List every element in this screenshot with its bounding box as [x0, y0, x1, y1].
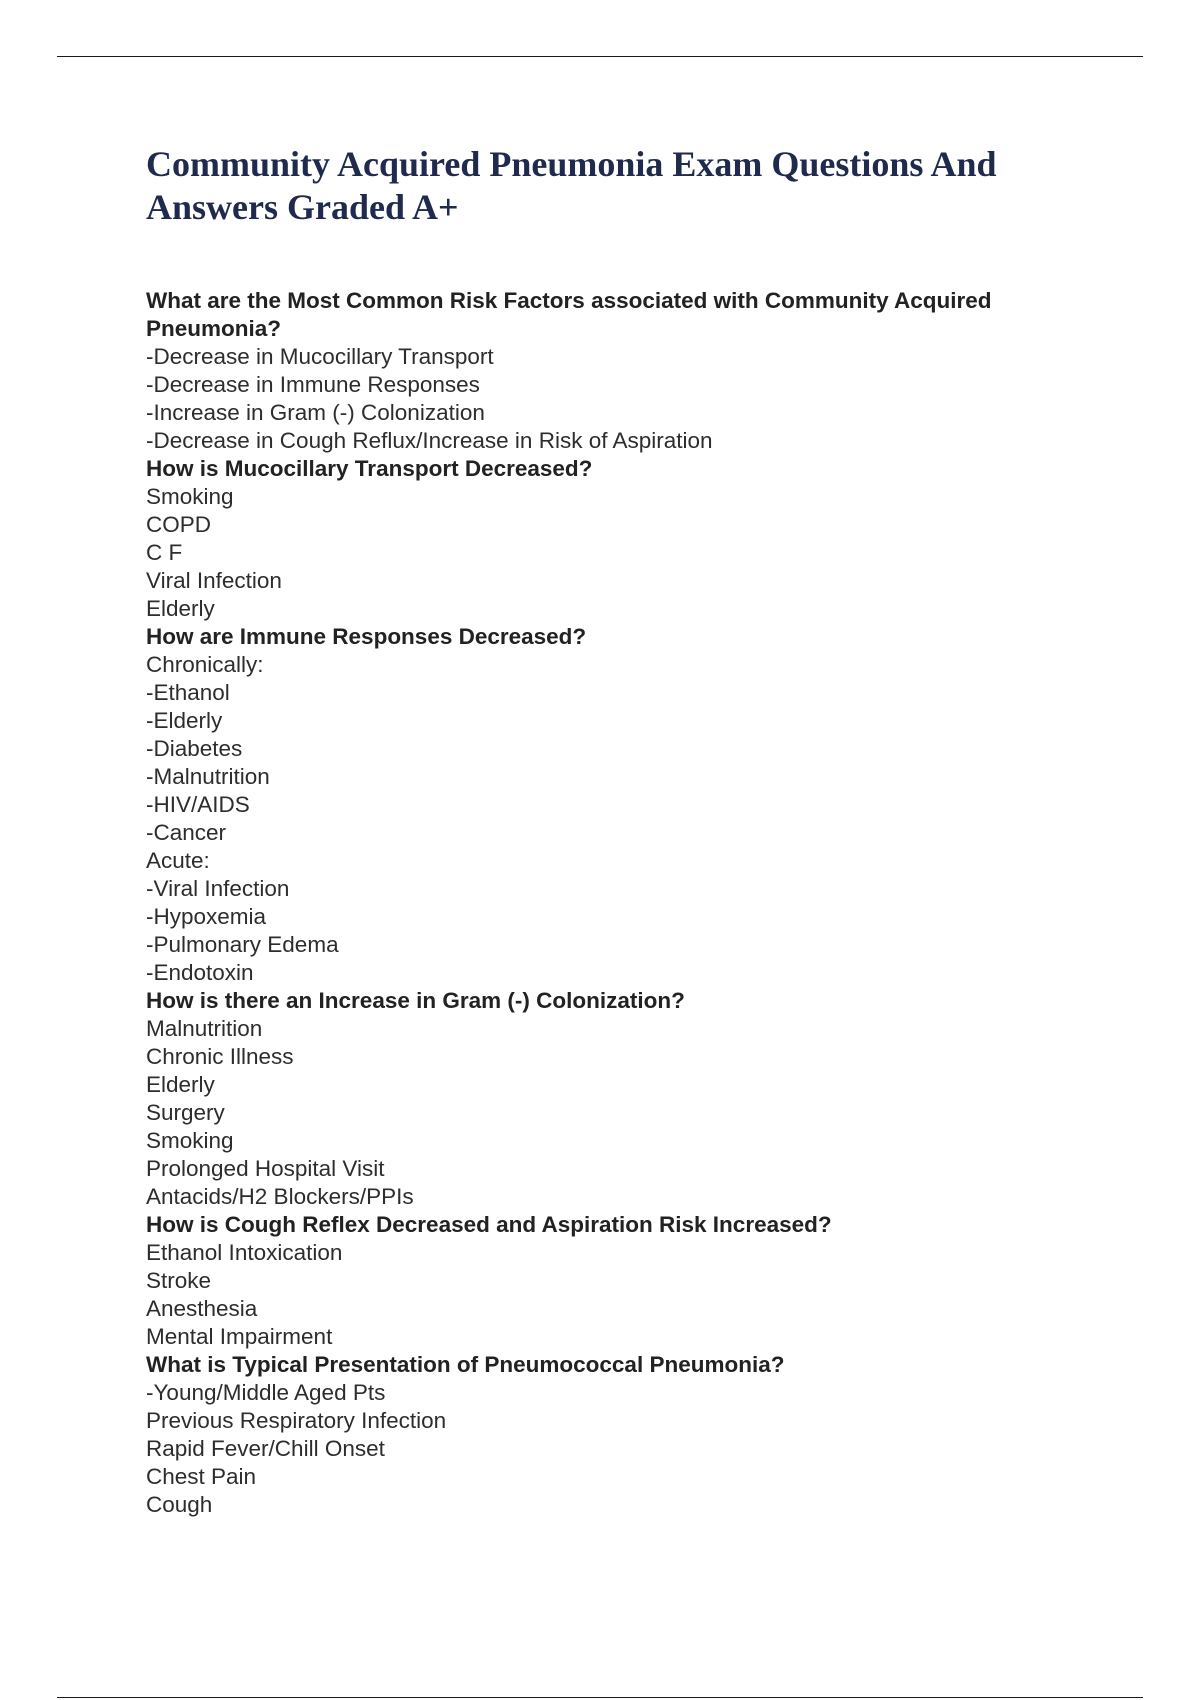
answer-line: Prolonged Hospital Visit	[146, 1156, 385, 1181]
answer-line: Previous Respiratory Infection	[146, 1408, 447, 1433]
top-rule	[57, 56, 1143, 57]
answer-line: Antacids/H2 Blockers/PPIs	[146, 1184, 414, 1209]
answer-line: Chronic Illness	[146, 1044, 294, 1069]
answer-line: -Malnutrition	[146, 764, 270, 789]
answer-line: -Endotoxin	[146, 960, 254, 985]
question: How is Cough Reflex Decreased and Aspiration Risk Increased?	[146, 1212, 832, 1237]
answer-line: C F	[146, 540, 183, 565]
answer-line: Surgery	[146, 1100, 225, 1125]
answer-line: -Viral Infection	[146, 876, 290, 901]
answer-line: -Pulmonary Edema	[146, 932, 339, 957]
answer-line: Rapid Fever/Chill Onset	[146, 1436, 385, 1461]
answer-line: -Diabetes	[146, 736, 243, 761]
answer-line: Anesthesia	[146, 1296, 258, 1321]
answer-line: Malnutrition	[146, 1016, 263, 1041]
answer-line: -Decrease in Cough Reflux/Increase in Risk of Aspiration	[146, 428, 713, 453]
question: What are the Most Common Risk Factors associated with Community Acquired Pneumonia?	[146, 288, 992, 341]
question: What is Typical Presentation of Pneumococcal Pneumonia?	[146, 1352, 785, 1377]
qa-block	[146, 623, 1106, 987]
answer-line: -Decrease in Mucocillary Transport	[146, 344, 494, 369]
answer-line: Smoking	[146, 1128, 234, 1153]
answer-line: Smoking	[146, 484, 234, 509]
question: How is there an Increase in Gram (-) Colonization?	[146, 988, 685, 1013]
answer-line: -Young/Middle Aged Pts	[146, 1380, 386, 1405]
answer-line: Acute:	[146, 848, 210, 873]
answer-line: -Hypoxemia	[146, 904, 267, 929]
document-title: Community Acquired Pneumonia Exam Questions And Answers Graded A+	[146, 144, 997, 227]
answer-line: -Ethanol	[146, 680, 230, 705]
qa-block	[146, 455, 1106, 623]
answer-line: Chest Pain	[146, 1464, 257, 1489]
answer-line: -HIV/AIDS	[146, 792, 250, 817]
answer-line: Elderly	[146, 596, 215, 621]
qa-block	[146, 1211, 1106, 1351]
qa-block	[146, 1351, 1106, 1519]
answer-line: Mental Impairment	[146, 1324, 333, 1349]
bottom-rule	[57, 1697, 1143, 1698]
question: How is Mucocillary Transport Decreased?	[146, 456, 593, 481]
answer-line: -Decrease in Immune Responses	[146, 372, 480, 397]
answer-line: Elderly	[146, 1072, 215, 1097]
answer-line: COPD	[146, 512, 212, 537]
answer-line: Chronically:	[146, 652, 264, 677]
answer-line: Ethanol Intoxication	[146, 1240, 343, 1265]
question: How are Immune Responses Decreased?	[146, 624, 587, 649]
qa-block	[146, 987, 1106, 1211]
answer-line: -Elderly	[146, 708, 223, 733]
answer-line: Stroke	[146, 1268, 212, 1293]
answer-line: Viral Infection	[146, 568, 282, 593]
qa-block	[146, 287, 1106, 455]
answer-line: -Cancer	[146, 820, 227, 845]
qa-content	[146, 287, 1106, 1519]
answer-line: -Increase in Gram (-) Colonization	[146, 400, 485, 425]
answer-line: Cough	[146, 1492, 213, 1517]
